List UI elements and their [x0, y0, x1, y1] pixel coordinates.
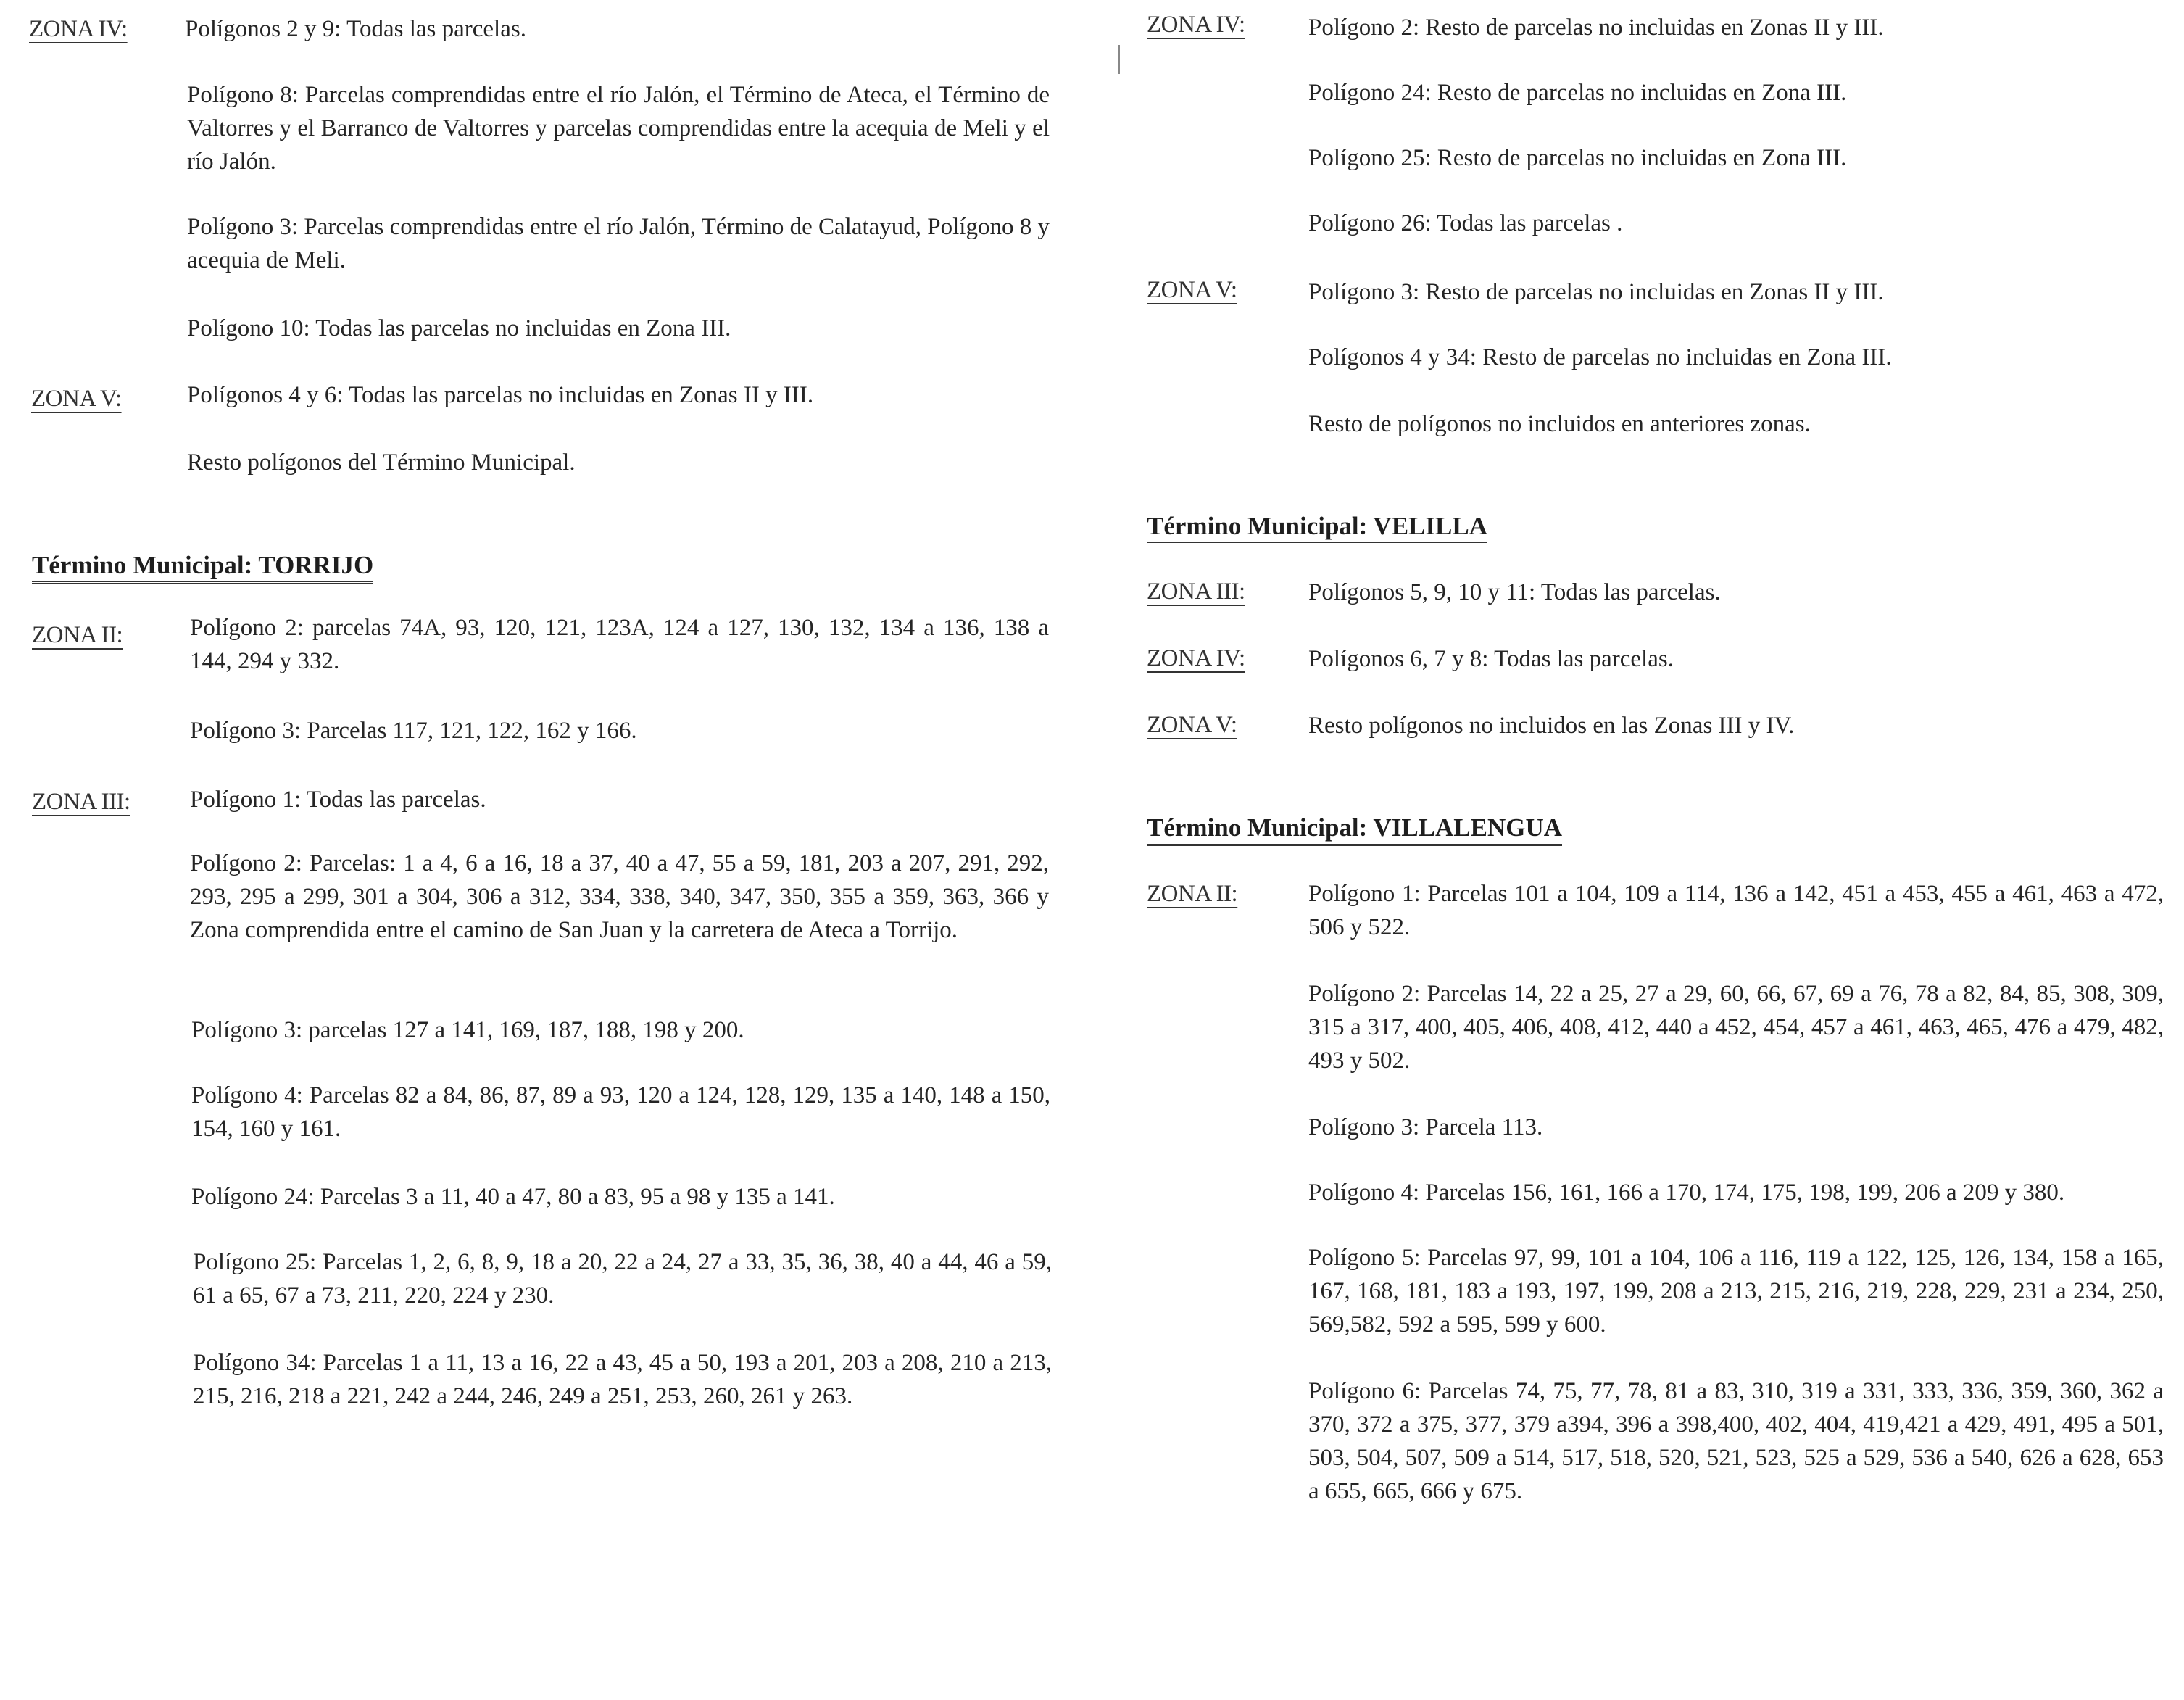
- zone-item: Polígono 3: parcelas 127 a 141, 169, 187, 188, 198 y 200.: [191, 1017, 744, 1043]
- zone-item: Polígonos 4 y 34: Resto de parcelas no incluidas en Zona III.: [1308, 344, 1892, 370]
- zone-item: Polígono 24: Parcelas 3 a 11, 40 a 47, 80 a 83, 95 a 98 y 135 a 141.: [191, 1184, 835, 1210]
- zone-item: Polígono 5: Parcelas 97, 99, 101 a 104, 106 a 116, 119 a 122, 125, 126, 134, 158 a 165, 167, 168, 181, 183 a 193, 197, 199, 208 a 213, 215, 216, 219, 228, 229, 231 a 234, 250, 569,582, 592 a 595, 599 y 600.: [1308, 1245, 2164, 1338]
- section-heading-velilla: Término Municipal: VELILLA: [1147, 512, 1487, 544]
- zone-item: Polígono 2: Parcelas 14, 22 a 25, 27 a 29, 60, 66, 67, 69 a 76, 78 a 82, 84, 85, 308, 309, 315 a 317, 400, 405, 406, 408, 412, 440 a 452, 454, 457 a 461, 463, 465, 476 a 479, 482, 493 y 502.: [1308, 981, 2164, 1074]
- zone-item: Polígono 8: Parcelas comprendidas entre el río Jalón, el Término de Ateca, el Término de Valtorres y el Barranco de Valtorres y parcelas comprendidas entre la acequia de Meli y el río Jalón.: [187, 82, 1050, 175]
- zone-item: Polígono 34: Parcelas 1 a 11, 13 a 16, 22 a 43, 45 a 50, 193 a 201, 203 a 208, 210 a 213, 215, 216, 218 a 221, 242 a 244, 246, 249 a 251, 253, 260, 261 y 263.: [193, 1350, 1052, 1409]
- zone-item: Polígono 6: Parcelas 74, 75, 77, 78, 81 a 83, 310, 319 a 331, 333, 336, 359, 360, 362 a 370, 372 a 375, 377, 379 a394, 396 a 398,400, 402, 404, 419,421 a 429, 491, 495 a 501, 503, 504, 507, 509 a 514, 517, 518, 520, 521, 523, 525 a 529, 536 a 540, 626 a 628, 653 a 655, 665, 666 y 675.: [1308, 1378, 2164, 1504]
- zone-item: Polígono 24: Resto de parcelas no incluidas en Zona III.: [1308, 80, 1847, 106]
- zone-label-iv: ZONA IV:: [1147, 645, 1245, 671]
- zone-item: Polígono 1: Todas las parcelas.: [190, 787, 486, 813]
- zone-item: Resto de polígonos no incluidos en anteriores zonas.: [1308, 411, 1811, 437]
- zone-label-v: ZONA V:: [31, 386, 122, 412]
- zone-item: Polígonos 6, 7 y 8: Todas las parcelas.: [1308, 646, 1674, 672]
- zone-item: Polígono 4: Parcelas 82 a 84, 86, 87, 89 a 93, 120 a 124, 128, 129, 135 a 140, 148 a 150, 154, 160 y 161.: [191, 1082, 1050, 1142]
- zone-item: Polígonos 4 y 6: Todas las parcelas no incluidas en Zonas II y III.: [187, 382, 814, 408]
- zone-item: Polígono 3: Parcelas 117, 121, 122, 162 y 166.: [190, 718, 637, 744]
- zone-item: Resto polígonos no incluidos en las Zonas III y IV.: [1308, 713, 1795, 739]
- zone-item: Polígono 26: Todas las parcelas .: [1308, 210, 1623, 236]
- zone-item: Polígono 3: Parcelas comprendidas entre el río Jalón, Término de Calatayud, Polígono 8 y acequia de Meli.: [187, 214, 1050, 273]
- zone-label-iv: ZONA IV:: [29, 16, 128, 42]
- zone-item: Polígono 2: parcelas 74A, 93, 120, 121, 123A, 124 a 127, 130, 132, 134 a 136, 138 a 144, 294 y 332.: [190, 615, 1049, 674]
- zone-label-v: ZONA V:: [1147, 712, 1237, 738]
- zone-label-v: ZONA V:: [1147, 277, 1237, 303]
- zone-label-ii: ZONA II:: [1147, 881, 1238, 907]
- zone-item: Polígonos 2 y 9: Todas las parcelas.: [185, 16, 526, 42]
- zone-item: Polígono 4: Parcelas 156, 161, 166 a 170, 174, 175, 198, 199, 206 a 209 y 380.: [1308, 1179, 2065, 1206]
- zone-item: Polígono 3: Parcela 113.: [1308, 1114, 1543, 1140]
- zone-item: Polígono 25: Parcelas 1, 2, 6, 8, 9, 18 a 20, 22 a 24, 27 a 33, 35, 36, 38, 40 a 44, 46 a 59, 61 a 65, 67 a 73, 211, 220, 224 y 230.: [193, 1249, 1052, 1309]
- zone-item: Polígono 3: Resto de parcelas no incluidas en Zonas II y III.: [1308, 279, 1884, 305]
- zone-item: Polígono 2: Resto de parcelas no incluidas en Zonas II y III.: [1308, 14, 1884, 41]
- zone-item: Polígono 10: Todas las parcelas no incluidas en Zona III.: [187, 315, 731, 341]
- zone-label-iii: ZONA III:: [1147, 579, 1245, 605]
- zone-label-iii: ZONA III:: [32, 789, 130, 815]
- zone-item: Resto polígonos del Término Municipal.: [187, 449, 576, 476]
- zone-label-ii: ZONA II:: [32, 622, 123, 648]
- scan-margin-mark: [1118, 45, 1120, 74]
- zone-item: Polígonos 5, 9, 10 y 11: Todas las parcelas.: [1308, 579, 1721, 605]
- section-heading-torrijo: Término Municipal: TORRIJO: [32, 551, 373, 584]
- zone-item: Polígono 2: Parcelas: 1 a 4, 6 a 16, 18 a 37, 40 a 47, 55 a 59, 181, 203 a 207, 291, 292, 293, 295 a 299, 301 a 304, 306 a 312, 334, 338, 340, 347, 350, 355 a 359, 363, 366 y Zona comprendida entre el camino de San Juan y la carretera de Ateca a Torrijo.: [190, 850, 1049, 943]
- section-heading-villalengua: Término Municipal: VILLALENGUA: [1147, 813, 1562, 846]
- zone-label-iv: ZONA IV:: [1147, 12, 1245, 38]
- zone-item: Polígono 25: Resto de parcelas no incluidas en Zona III.: [1308, 145, 1847, 171]
- zone-item: Polígono 1: Parcelas 101 a 104, 109 a 114, 136 a 142, 451 a 453, 455 a 461, 463 a 472, 506 y 522.: [1308, 881, 2164, 940]
